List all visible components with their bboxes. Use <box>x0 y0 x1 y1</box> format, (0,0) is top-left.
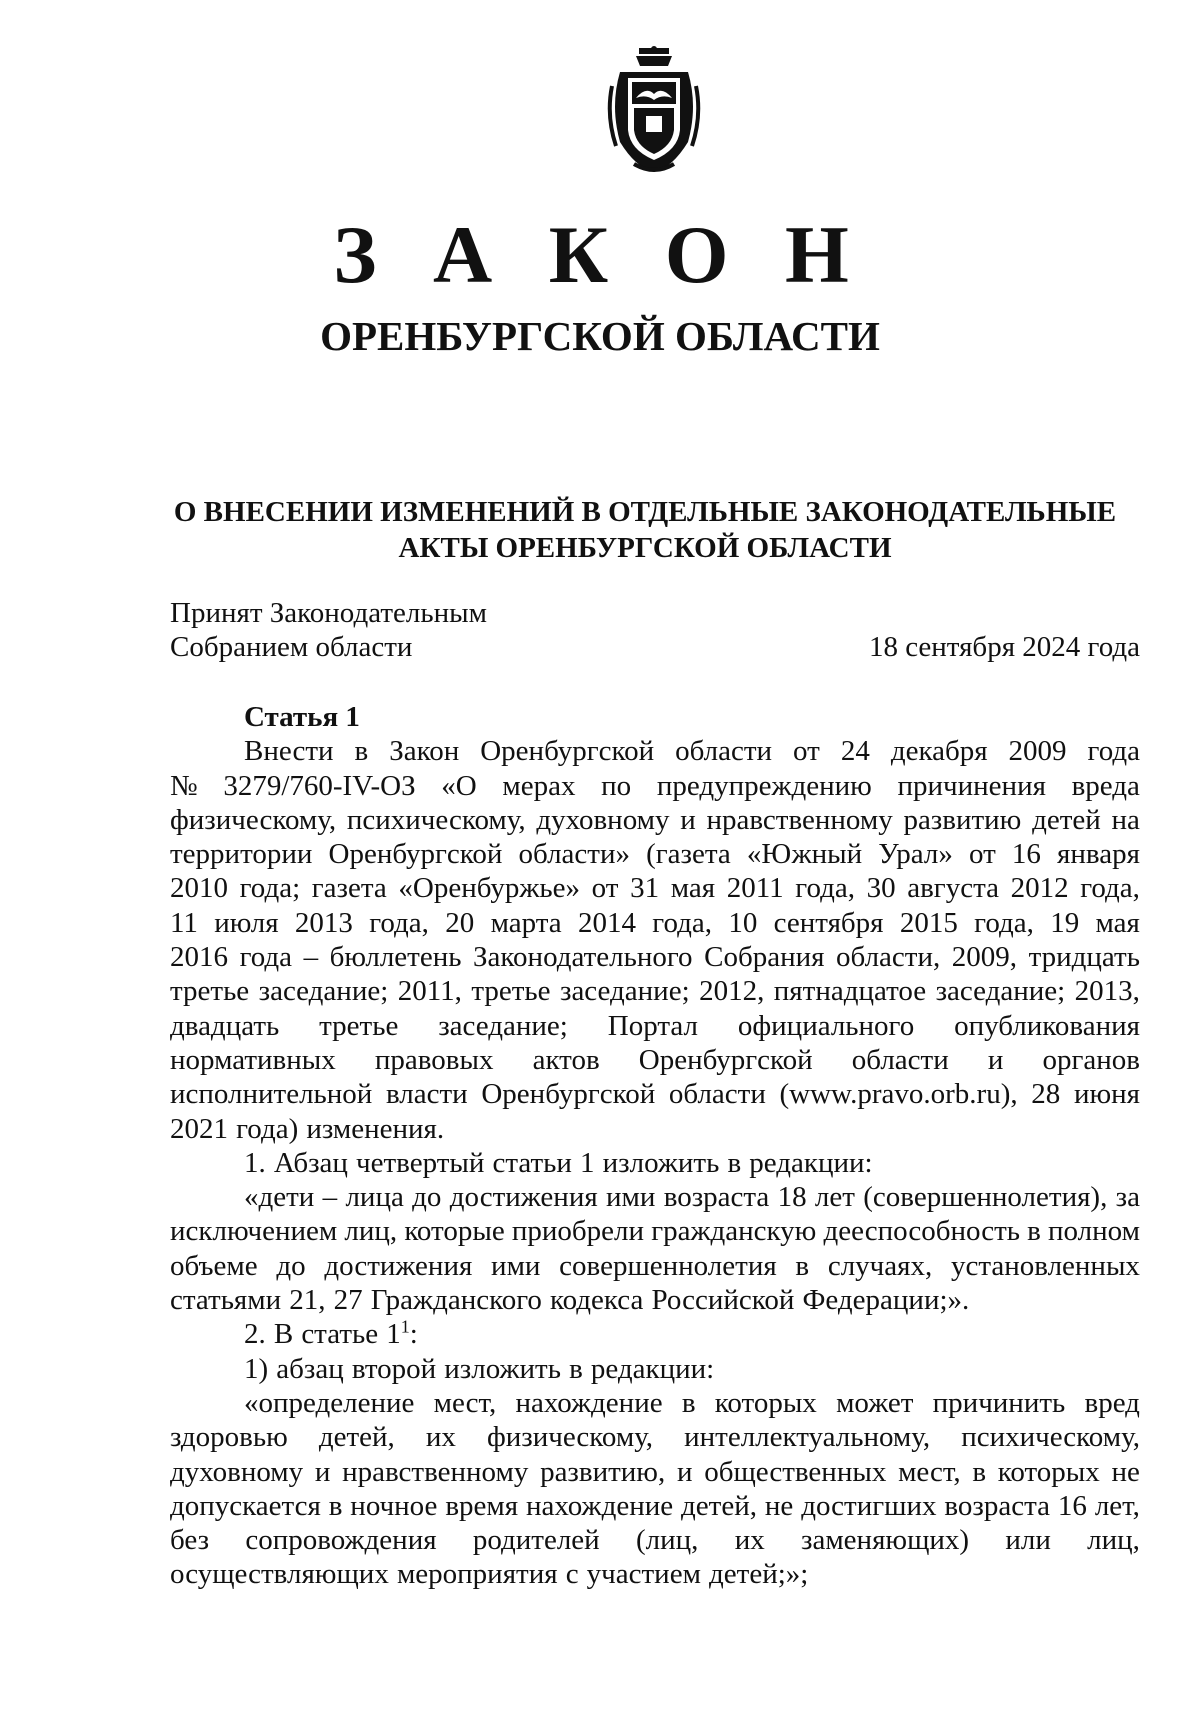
word: 3279/760-IV-ОЗ <box>223 769 416 802</box>
word: с <box>565 1558 579 1591</box>
word: редакции: <box>749 1146 873 1179</box>
text-line <box>170 1043 1140 1077</box>
superscript: 1 <box>400 1316 410 1337</box>
word: области» <box>518 838 630 871</box>
word: правовых <box>374 1043 494 1076</box>
word: «дети <box>244 1181 315 1214</box>
word: 2014 <box>577 906 636 939</box>
word: возраста <box>663 1181 770 1214</box>
word: Оренбургской <box>481 1078 656 1111</box>
document-type-title: З А К О Н <box>333 209 867 300</box>
word: физическому, <box>486 1421 654 1454</box>
word: которых <box>714 1386 817 1419</box>
word: детей <box>1032 803 1101 836</box>
word: в <box>1027 1215 1041 1248</box>
text-line <box>170 1214 1140 1248</box>
word: развитию, <box>540 1455 666 1488</box>
word: 2010 <box>170 872 228 905</box>
word: года, <box>974 906 1034 939</box>
law-title <box>150 494 1140 566</box>
orenburg-coat-of-arms-icon <box>606 46 702 176</box>
article-text <box>170 734 1140 1591</box>
word: «определение <box>244 1386 415 1419</box>
text-line <box>170 1009 1140 1043</box>
word: 19 <box>1050 906 1080 939</box>
word: (www.pravo.orb.ru), <box>779 1078 1018 1111</box>
word: 2012, <box>699 975 765 1008</box>
word: бюллетень <box>329 941 462 974</box>
word: до <box>276 1249 306 1282</box>
word: Закон <box>389 735 460 768</box>
word: осуществляющих <box>170 1558 389 1591</box>
word: «Оренбуржье» <box>398 872 581 905</box>
word: (газета <box>646 838 731 871</box>
text-line <box>170 1352 1140 1386</box>
word: пятнадцатое <box>773 975 927 1008</box>
law-title-line: АКТЫ ОРЕНБУРГСКОЙ ОБЛАСТИ <box>398 532 892 564</box>
word: в <box>972 1455 987 1488</box>
word: 1 <box>580 1146 595 1179</box>
punctuation: : <box>409 1318 418 1351</box>
text-line <box>170 1489 1140 1523</box>
word: 24 <box>840 735 870 768</box>
word: детей, <box>681 1489 757 1522</box>
word: от <box>793 735 820 768</box>
word: дееспособность <box>823 1215 1020 1248</box>
word: третье <box>471 975 551 1008</box>
text-line <box>170 940 1140 974</box>
word: от <box>591 872 619 905</box>
word: исключением <box>170 1215 338 1248</box>
word: ими <box>491 1249 541 1282</box>
word: заседание; <box>935 975 1066 1008</box>
word: вред <box>1084 1386 1140 1419</box>
word: и <box>987 1043 1004 1076</box>
word: года, <box>795 872 855 905</box>
word: 1. <box>244 1146 266 1179</box>
word: № <box>170 769 198 802</box>
word: 2009, <box>951 941 1018 974</box>
text-line <box>170 769 1140 803</box>
word: психическому, <box>961 1421 1140 1454</box>
word: 2016 <box>170 941 228 974</box>
text-line <box>170 1112 1140 1146</box>
word: нахождение <box>515 1386 663 1419</box>
word: лиц, <box>344 1215 398 1248</box>
word: родителей <box>472 1524 600 1557</box>
word: органов <box>1042 1043 1140 1076</box>
word: установленных <box>950 1249 1140 1282</box>
word: духовному <box>536 803 670 836</box>
word: по <box>601 769 632 802</box>
word: достижения <box>449 1181 598 1214</box>
law-title-line: О ВНЕСЕНИИ ИЗМЕНЕНИЙ В ОТДЕЛЬНЫЕ ЗАКОНОДАТЕЛЬНЫЕ <box>173 496 1117 528</box>
word: в <box>681 1386 696 1419</box>
word: кодекса <box>549 1284 644 1317</box>
text-line <box>170 1455 1140 1489</box>
word: которых <box>997 1455 1100 1488</box>
word: возраста <box>944 1489 1050 1522</box>
adoption-block <box>170 596 1140 664</box>
word: 27 <box>333 1284 363 1317</box>
word: изложить <box>602 1146 720 1179</box>
word: года; <box>239 872 301 905</box>
word: третье <box>319 1009 399 1042</box>
adoption-line <box>170 630 1140 664</box>
word: В <box>273 1318 294 1351</box>
word: опубликования <box>954 1009 1140 1042</box>
word: лица <box>345 1181 404 1214</box>
word: не <box>1111 1455 1140 1488</box>
word: 1) <box>244 1352 269 1385</box>
text-line <box>170 734 1140 768</box>
word: года <box>239 941 293 974</box>
word: психическому, <box>346 803 526 836</box>
word: официального <box>737 1009 915 1042</box>
word: объеме <box>170 1249 258 1282</box>
word: приобрели <box>511 1215 645 1248</box>
word: Собрания <box>704 941 825 974</box>
word: редакции: <box>590 1352 715 1385</box>
word: Российской <box>651 1284 795 1317</box>
word: августа <box>907 872 999 905</box>
word: области <box>675 735 773 768</box>
word: тридцать <box>1028 941 1140 974</box>
word: «Южный <box>746 838 863 871</box>
word: 2021 <box>170 1112 228 1145</box>
text-line <box>170 974 1140 1008</box>
word: января <box>1057 838 1140 871</box>
word: предупреждению <box>656 769 872 802</box>
word: нравственному <box>706 803 893 836</box>
word: и <box>680 803 696 836</box>
word: – <box>322 1181 338 1214</box>
word: лет <box>814 1181 855 1214</box>
word: здоровью <box>170 1421 288 1454</box>
word: лет, <box>1094 1489 1140 1522</box>
word: вреда <box>1071 769 1140 802</box>
text-line <box>170 1386 1140 1420</box>
word: 2009 <box>1008 735 1067 768</box>
word: Федерации;». <box>802 1284 970 1317</box>
word: «О <box>441 769 477 802</box>
word: актов <box>532 1043 600 1076</box>
word: за <box>1115 1181 1140 1214</box>
text-line <box>170 1180 1140 1214</box>
text-line <box>170 1249 1140 1283</box>
word: мероприятия <box>396 1558 558 1591</box>
word: 2012 <box>1010 872 1069 905</box>
word: 16 <box>1011 838 1041 871</box>
word: 16 <box>1057 1489 1087 1522</box>
word: Абзац <box>273 1146 348 1179</box>
word: достигших <box>801 1489 937 1522</box>
word: Гражданского <box>370 1284 542 1317</box>
word: статьи <box>492 1146 572 1179</box>
word: 28 <box>1031 1078 1061 1111</box>
word: $1^1$: <box>386 1316 418 1351</box>
word: в <box>569 1352 583 1385</box>
word: или <box>1005 1524 1051 1557</box>
word: которые <box>404 1215 505 1248</box>
text-line <box>170 1146 1140 1180</box>
word: случаях, <box>827 1249 933 1282</box>
word: интеллектуальному, <box>684 1421 931 1454</box>
word: 2013, <box>1074 975 1140 1008</box>
word: причинить <box>932 1386 1066 1419</box>
article-body <box>170 700 1140 1592</box>
region-title: ОРЕНБУРГСКОЙ ОБЛАСТИ <box>320 313 880 359</box>
text-line <box>170 1283 1140 1317</box>
text-line <box>170 871 1140 905</box>
word: в <box>795 1249 810 1282</box>
word: июля <box>214 906 279 939</box>
text-line <box>170 1557 1140 1591</box>
word: полном <box>1048 1215 1140 1248</box>
word: от <box>968 838 996 871</box>
word: их <box>425 1421 456 1454</box>
word: 2011, <box>397 975 462 1008</box>
word: общественных <box>704 1455 887 1488</box>
word: нормативных <box>170 1043 336 1076</box>
word: без <box>170 1524 210 1557</box>
word: второй <box>351 1352 437 1385</box>
word: физическому, <box>170 803 337 836</box>
word: территории <box>170 838 313 871</box>
word: года, <box>369 906 429 939</box>
word: причинения <box>897 769 1046 802</box>
word: допускается <box>170 1489 321 1522</box>
word: 2013 <box>294 906 353 939</box>
word: ими <box>606 1181 656 1214</box>
word: участием <box>586 1558 701 1591</box>
word: 2. <box>244 1318 266 1351</box>
word: детей, <box>318 1421 395 1454</box>
word: 2015 <box>899 906 958 939</box>
word: абзац <box>276 1352 344 1385</box>
text-line <box>170 906 1140 940</box>
word: мая <box>670 872 716 905</box>
word: изменения. <box>306 1112 445 1145</box>
word: в <box>727 1146 742 1179</box>
text-line <box>170 1317 1140 1351</box>
word: статьями <box>170 1284 282 1317</box>
word: детей;»; <box>709 1558 809 1591</box>
word: время <box>445 1489 519 1522</box>
word: двадцать <box>170 1009 280 1042</box>
word: июня <box>1073 1078 1140 1111</box>
word: мест, <box>898 1455 961 1488</box>
word: Оренбургской <box>638 1043 813 1076</box>
word: исполнительной <box>170 1078 373 1111</box>
text-line <box>170 803 1140 837</box>
word: лиц, <box>1087 1524 1140 1557</box>
word: 30 <box>866 872 896 905</box>
word: гражданскую <box>651 1215 817 1248</box>
word: 18 <box>777 1181 807 1214</box>
word: и <box>676 1455 693 1488</box>
word: марта <box>490 906 562 939</box>
word: заседание; <box>258 975 389 1008</box>
word: заседание; <box>438 1009 568 1042</box>
word: нахождение <box>525 1489 674 1522</box>
text-line <box>170 1077 1140 1111</box>
word: мест, <box>433 1386 497 1419</box>
word: мерах <box>502 769 576 802</box>
word: заседание; <box>559 975 690 1008</box>
word: декабря <box>890 735 988 768</box>
word: сопровождения <box>245 1524 437 1557</box>
word: Внести <box>244 735 334 768</box>
adoption-line <box>170 596 1140 630</box>
word: газета <box>311 872 387 905</box>
word: Законодательного <box>473 941 693 974</box>
word: области <box>851 1043 949 1076</box>
word: области <box>668 1078 766 1111</box>
word: достижения <box>324 1249 473 1282</box>
word: изложить <box>444 1352 561 1385</box>
word: до <box>412 1181 442 1214</box>
word: Оренбургской <box>480 735 655 768</box>
article-heading: Статья 1 <box>244 701 360 733</box>
word: области, <box>836 941 941 974</box>
text-line <box>170 1523 1140 1557</box>
adopted-by-label: Собранием области <box>170 631 413 663</box>
word: года, <box>1080 872 1140 905</box>
word: года, <box>652 906 712 939</box>
word: совершеннолетия <box>559 1249 777 1282</box>
word: власти <box>385 1078 468 1111</box>
word: третье <box>170 975 250 1008</box>
adopted-by-label: Принят Законодательным <box>170 597 487 629</box>
word: года) <box>236 1112 299 1145</box>
word: не <box>764 1489 794 1522</box>
word: их <box>734 1524 765 1557</box>
word: 2011 <box>726 872 784 905</box>
word: 10 <box>728 906 758 939</box>
word: мая <box>1095 906 1140 939</box>
word: Портал <box>607 1009 698 1042</box>
word: заменяющих) <box>801 1524 970 1557</box>
word: в <box>328 1489 343 1522</box>
word: 20 <box>445 906 475 939</box>
word: (совершеннолетия), <box>863 1181 1108 1214</box>
word: в <box>354 735 369 768</box>
word: 11 <box>170 906 198 939</box>
word: сентября <box>773 906 884 939</box>
word: (лиц, <box>635 1524 699 1557</box>
text-line <box>170 1420 1140 1454</box>
word: – <box>303 941 319 974</box>
word: четвертый <box>356 1146 485 1179</box>
word: ночное <box>350 1489 438 1522</box>
word: на <box>1111 803 1140 836</box>
word: нравственному <box>342 1455 529 1488</box>
word: духовному <box>170 1455 304 1488</box>
word: 21, <box>289 1284 326 1317</box>
word: статье <box>301 1318 379 1351</box>
word: Урал» <box>878 838 953 871</box>
text-line <box>170 837 1140 871</box>
word: года <box>1087 735 1140 768</box>
word: и <box>314 1455 331 1488</box>
word: Оренбургской <box>328 838 503 871</box>
word: 31 <box>630 872 660 905</box>
adoption-date: 18 сентября 2024 года <box>868 631 1140 663</box>
word: развитию <box>903 803 1022 836</box>
word: может <box>836 1386 914 1419</box>
